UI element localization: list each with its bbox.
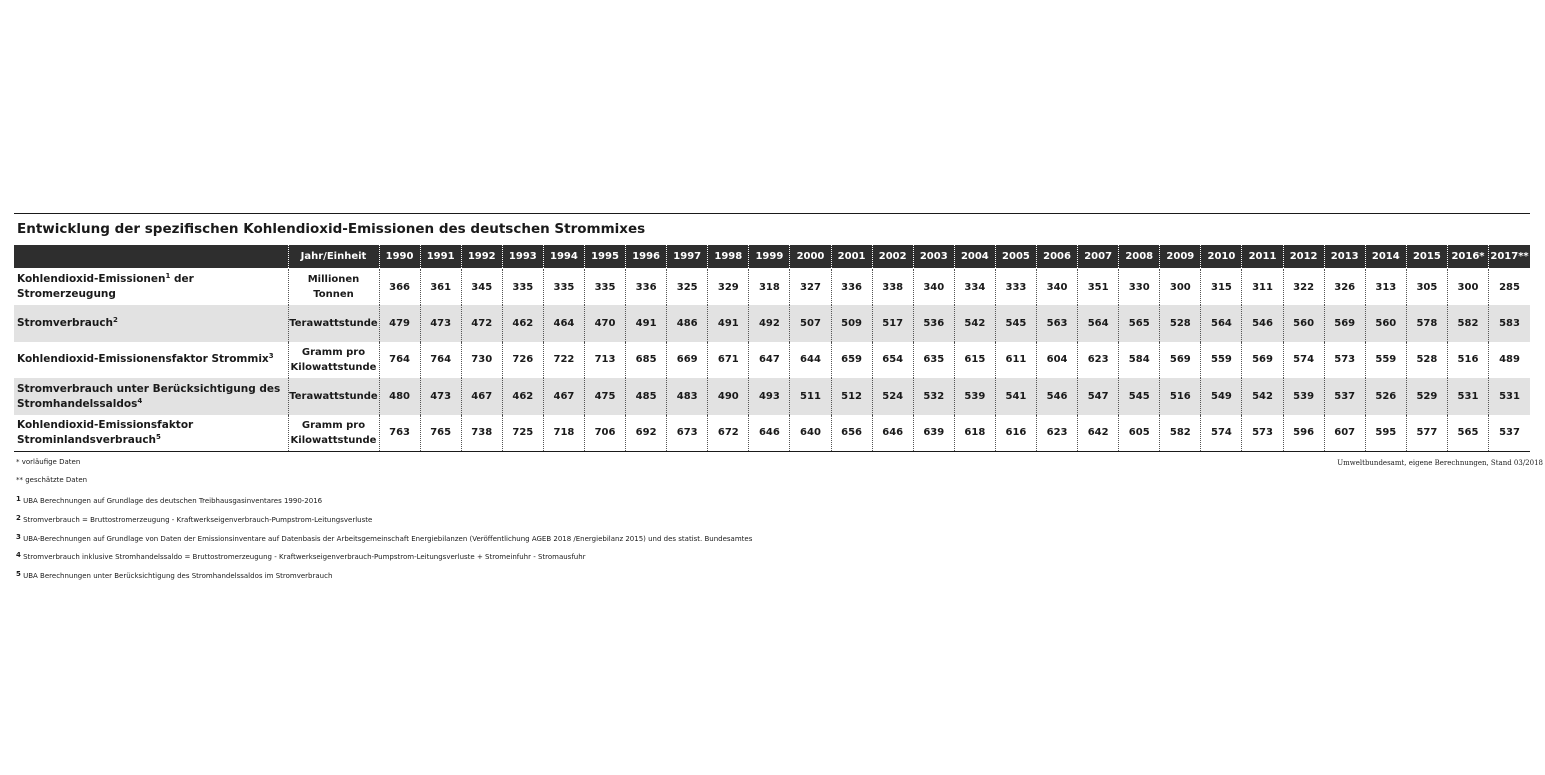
value-cell: 483 bbox=[667, 378, 708, 415]
header-year-cell: 2007 bbox=[1078, 245, 1119, 269]
header-year-cell: 2016* bbox=[1447, 245, 1488, 269]
table-row bbox=[14, 305, 1530, 342]
value-cell: 529 bbox=[1406, 378, 1447, 415]
footnote bbox=[16, 458, 80, 466]
header-year-cell: 1996 bbox=[626, 245, 667, 269]
table-row bbox=[14, 378, 1530, 415]
value-cell: 718 bbox=[543, 415, 584, 452]
value-cell: 464 bbox=[543, 305, 584, 342]
value-cell: 669 bbox=[667, 342, 708, 379]
row-label: Stromverbrauch$^2$ bbox=[14, 305, 288, 342]
header-year-cell: 2006 bbox=[1037, 245, 1078, 269]
value-cell: 491 bbox=[626, 305, 667, 342]
value-cell: 329 bbox=[708, 269, 749, 306]
value-cell: 618 bbox=[954, 415, 995, 452]
value-cell: 541 bbox=[995, 378, 1036, 415]
value-cell: 559 bbox=[1201, 342, 1242, 379]
header-year-cell: 2014 bbox=[1365, 245, 1406, 269]
value-cell: 512 bbox=[831, 378, 872, 415]
footnote-number: 3 bbox=[16, 533, 21, 541]
header-year-cell: 1995 bbox=[584, 245, 625, 269]
value-cell: 485 bbox=[626, 378, 667, 415]
value-cell: 351 bbox=[1078, 269, 1119, 306]
table-container bbox=[14, 213, 1530, 452]
value-cell: 545 bbox=[1119, 378, 1160, 415]
value-cell: 573 bbox=[1242, 415, 1283, 452]
value-cell: 738 bbox=[461, 415, 502, 452]
value-cell: 656 bbox=[831, 415, 872, 452]
value-cell: 640 bbox=[790, 415, 831, 452]
footnote-ref: 1 bbox=[165, 272, 171, 281]
value-cell: 623 bbox=[1037, 415, 1078, 452]
value-cell: 569 bbox=[1160, 342, 1201, 379]
value-cell: 559 bbox=[1365, 342, 1406, 379]
value-cell: 492 bbox=[749, 305, 790, 342]
value-cell: 560 bbox=[1283, 305, 1324, 342]
table-row bbox=[14, 269, 1530, 306]
header-year-cell: 1994 bbox=[543, 245, 584, 269]
header-year-cell: 1999 bbox=[749, 245, 790, 269]
value-cell: 611 bbox=[995, 342, 1036, 379]
value-cell: 336 bbox=[626, 269, 667, 306]
header-year-cell: 2012 bbox=[1283, 245, 1324, 269]
value-cell: 531 bbox=[1489, 378, 1530, 415]
footnote bbox=[16, 514, 372, 524]
value-cell: 315 bbox=[1201, 269, 1242, 306]
footnote bbox=[16, 533, 752, 543]
value-cell: 528 bbox=[1160, 305, 1201, 342]
value-cell: 583 bbox=[1489, 305, 1530, 342]
value-cell: 326 bbox=[1324, 269, 1365, 306]
value-cell: 607 bbox=[1324, 415, 1365, 452]
value-cell: 334 bbox=[954, 269, 995, 306]
header-year-cell: 1997 bbox=[667, 245, 708, 269]
footnote bbox=[16, 476, 87, 484]
value-cell: 285 bbox=[1499, 281, 1520, 293]
value-cell: 564 bbox=[1201, 305, 1242, 342]
footnote bbox=[16, 551, 586, 561]
value-cell: 560 bbox=[1365, 305, 1406, 342]
value-cell: 493 bbox=[749, 378, 790, 415]
value-cell: 340 bbox=[913, 269, 954, 306]
value-cell: 646 bbox=[749, 415, 790, 452]
footnote-number: 5 bbox=[16, 570, 21, 578]
value-cell: 596 bbox=[1283, 415, 1324, 452]
title-bar bbox=[14, 213, 1530, 245]
value-cell: 532 bbox=[913, 378, 954, 415]
value-cell: 489 bbox=[1499, 354, 1520, 366]
value-cell: 642 bbox=[1078, 415, 1119, 452]
header-year-cell: 2015 bbox=[1406, 245, 1447, 269]
value-cell: 509 bbox=[831, 305, 872, 342]
value-cell: 671 bbox=[708, 342, 749, 379]
value-cell: 673 bbox=[667, 415, 708, 452]
value-cell: 491 bbox=[708, 305, 749, 342]
table-title: Entwicklung der spezifischen Kohlendioxid-Emissionen des deutschen Strommixes bbox=[17, 221, 646, 237]
footnote-text: ** geschätzte Daten bbox=[16, 476, 88, 484]
value-cell: 615 bbox=[954, 342, 995, 379]
header-year-cell: 1991 bbox=[420, 245, 461, 269]
value-cell: 706 bbox=[584, 415, 625, 452]
value-cell: 582 bbox=[1160, 415, 1201, 452]
header-row bbox=[14, 245, 1530, 269]
value-cell: 730 bbox=[461, 342, 502, 379]
value-cell: 546 bbox=[1037, 378, 1078, 415]
value-cell: 573 bbox=[1324, 342, 1365, 379]
header-year-cell: 2001 bbox=[831, 245, 872, 269]
header-unit-cell: Jahr/Einheit bbox=[288, 245, 379, 269]
row-unit: Gramm pro Kilowattstunde bbox=[288, 415, 379, 452]
value-cell: 764 bbox=[379, 342, 420, 379]
header-year-cell: 2017** bbox=[1489, 245, 1530, 269]
row-label: Stromverbrauch unter Berücksichtigung des Stromhandelssaldos$^4$ bbox=[14, 378, 288, 415]
value-cell: 333 bbox=[995, 269, 1036, 306]
value-cell: 338 bbox=[872, 269, 913, 306]
value-cell: 569 bbox=[1242, 342, 1283, 379]
value-cell: 318 bbox=[749, 269, 790, 306]
footnote-number: 1 bbox=[16, 495, 21, 503]
value-cell: 647 bbox=[749, 342, 790, 379]
value-cell: 300 bbox=[1447, 269, 1488, 306]
footnote-text: UBA Berechnungen auf Grundlage des deutschen Treibhausgasinventares 1990-2016 bbox=[23, 497, 323, 505]
value-cell: 604 bbox=[1037, 342, 1078, 379]
value-cell: 322 bbox=[1283, 269, 1324, 306]
value-cell: 528 bbox=[1406, 342, 1447, 379]
value-cell: 472 bbox=[461, 305, 502, 342]
footnote-text: UBA-Berechnungen auf Grundlage von Daten der Emissionsinventare auf Datenbasis der Arbeitsgemeinschaft Energiebilanzen (Veröffentlichung AGEB 2018 /Energiebilanz 2015) und des statist. Bundesamtes bbox=[23, 535, 753, 543]
value-cell: 475 bbox=[584, 378, 625, 415]
value-cell: 685 bbox=[626, 342, 667, 379]
value-cell: 526 bbox=[1365, 378, 1406, 415]
value-cell: 345 bbox=[461, 269, 502, 306]
value-cell: 639 bbox=[913, 415, 954, 452]
header-label-cell bbox=[14, 245, 288, 269]
value-cell: 616 bbox=[995, 415, 1036, 452]
value-cell: 578 bbox=[1406, 305, 1447, 342]
value-cell: 536 bbox=[913, 305, 954, 342]
header-year-cell: 2003 bbox=[913, 245, 954, 269]
value-cell: 335 bbox=[502, 269, 543, 306]
value-cell: 565 bbox=[1447, 415, 1488, 452]
value-cell: 542 bbox=[954, 305, 995, 342]
emissions-table bbox=[14, 245, 1530, 452]
value-cell: 462 bbox=[502, 305, 543, 342]
value-cell: 473 bbox=[420, 305, 461, 342]
header-year-cell: 1998 bbox=[708, 245, 749, 269]
header-year-cell: 2009 bbox=[1160, 245, 1201, 269]
value-cell: 366 bbox=[379, 269, 420, 306]
value-cell: 644 bbox=[790, 342, 831, 379]
value-cell: 605 bbox=[1119, 415, 1160, 452]
source-note: Umweltbundesamt, eigene Berechnungen, Stand 03/2018 bbox=[1337, 459, 1543, 467]
value-cell: 539 bbox=[954, 378, 995, 415]
row-unit: Gramm pro Kilowattstunde bbox=[288, 342, 379, 379]
value-cell: 692 bbox=[626, 415, 667, 452]
footnote bbox=[16, 570, 332, 580]
value-cell: 517 bbox=[872, 305, 913, 342]
value-cell: 300 bbox=[1160, 269, 1201, 306]
value-cell: 479 bbox=[379, 305, 420, 342]
table-row bbox=[14, 415, 1530, 452]
value-cell: 480 bbox=[379, 378, 420, 415]
value-cell: 574 bbox=[1283, 342, 1324, 379]
footnote-text: UBA Berechnungen unter Berücksichtigung des Stromhandelssaldos im Stromverbrauch bbox=[23, 572, 333, 580]
value-cell: 549 bbox=[1201, 378, 1242, 415]
row-label: Kohlendioxid-Emissionsfaktor Strominlandsverbrauch$^5$ bbox=[14, 415, 288, 452]
row-label: Kohlendioxid-Emissionen$^1$ der Stromerzeugung bbox=[14, 269, 288, 306]
value-cell: 654 bbox=[872, 342, 913, 379]
header-year-cell: 2005 bbox=[995, 245, 1036, 269]
header-year-cell: 2000 bbox=[790, 245, 831, 269]
value-cell: 313 bbox=[1365, 269, 1406, 306]
footnote-text: Stromverbrauch inklusive Stromhandelssaldo = Bruttostromerzeugung - Kraftwerkseigenverbrauch-Pumpstrom-Leitungsverluste + Stromeinfuhr - Stromausfuhr bbox=[23, 553, 586, 561]
value-cell: 569 bbox=[1324, 305, 1365, 342]
header-year-cell: 2004 bbox=[954, 245, 995, 269]
value-cell: 340 bbox=[1037, 269, 1078, 306]
footnote-text: * vorläufige Daten bbox=[16, 458, 81, 466]
value-cell: 722 bbox=[543, 342, 584, 379]
value-cell: 467 bbox=[543, 378, 584, 415]
value-cell: 623 bbox=[1078, 342, 1119, 379]
value-cell: 725 bbox=[502, 415, 543, 452]
table-body bbox=[14, 269, 1530, 452]
value-cell: 546 bbox=[1242, 305, 1283, 342]
value-cell: 672 bbox=[708, 415, 749, 452]
footnote-number: 2 bbox=[16, 514, 21, 522]
value-cell: 311 bbox=[1242, 269, 1283, 306]
value-cell: 516 bbox=[1160, 378, 1201, 415]
value-cell: 595 bbox=[1365, 415, 1406, 452]
footnote-ref: 2 bbox=[113, 315, 118, 324]
footnote-text: Stromverbrauch = Bruttostromerzeugung - Kraftwerkseigenverbrauch-Pumpstrom-Leitungsverluste bbox=[23, 516, 373, 524]
value-cell: 577 bbox=[1406, 415, 1447, 452]
value-cell: 765 bbox=[420, 415, 461, 452]
value-cell: 330 bbox=[1119, 269, 1160, 306]
value-cell: 582 bbox=[1447, 305, 1488, 342]
value-cell: 486 bbox=[667, 305, 708, 342]
footnote-ref: 3 bbox=[268, 352, 274, 361]
value-cell: 462 bbox=[502, 378, 543, 415]
value-cell: 327 bbox=[790, 269, 831, 306]
header-year-cell: 1992 bbox=[461, 245, 502, 269]
value-cell: 524 bbox=[872, 378, 913, 415]
value-cell: 537 bbox=[1324, 378, 1365, 415]
header-year-cell: 2008 bbox=[1119, 245, 1160, 269]
row-unit: Terawattstunde bbox=[288, 378, 379, 415]
value-cell: 659 bbox=[831, 342, 872, 379]
value-cell: 335 bbox=[584, 269, 625, 306]
footnote-ref: 5 bbox=[156, 432, 161, 441]
footnote-ref: 4 bbox=[137, 396, 143, 405]
value-cell: 361 bbox=[420, 269, 461, 306]
table-row bbox=[14, 342, 1530, 379]
value-cell: 563 bbox=[1037, 305, 1078, 342]
header-year-cell: 2010 bbox=[1201, 245, 1242, 269]
value-cell: 325 bbox=[667, 269, 708, 306]
value-cell: 539 bbox=[1283, 378, 1324, 415]
value-cell: 646 bbox=[872, 415, 913, 452]
row-unit: Millionen Tonnen bbox=[288, 269, 379, 306]
value-cell: 542 bbox=[1242, 378, 1283, 415]
value-cell: 545 bbox=[995, 305, 1036, 342]
value-cell: 473 bbox=[420, 378, 461, 415]
value-cell: 335 bbox=[543, 269, 584, 306]
value-cell: 467 bbox=[461, 378, 502, 415]
value-cell: 336 bbox=[831, 269, 872, 306]
value-cell: 507 bbox=[790, 305, 831, 342]
value-cell: 764 bbox=[420, 342, 461, 379]
table-header bbox=[14, 245, 1530, 269]
header-year-cell: 2011 bbox=[1242, 245, 1283, 269]
value-cell: 547 bbox=[1078, 378, 1119, 415]
footnote bbox=[16, 495, 322, 505]
header-year-cell: 2002 bbox=[872, 245, 913, 269]
row-label: Kohlendioxid-Emissionensfaktor Strommix$^3$ bbox=[14, 342, 288, 379]
value-cell: 516 bbox=[1447, 342, 1488, 379]
value-cell: 635 bbox=[913, 342, 954, 379]
header-year-cell: 1993 bbox=[502, 245, 543, 269]
value-cell: 511 bbox=[790, 378, 831, 415]
value-cell: 763 bbox=[379, 415, 420, 452]
value-cell: 713 bbox=[584, 342, 625, 379]
value-cell: 565 bbox=[1119, 305, 1160, 342]
header-year-cell: 1990 bbox=[379, 245, 420, 269]
value-cell: 305 bbox=[1406, 269, 1447, 306]
header-year-cell: 2013 bbox=[1324, 245, 1365, 269]
value-cell: 564 bbox=[1078, 305, 1119, 342]
value-cell: 574 bbox=[1201, 415, 1242, 452]
value-cell: 537 bbox=[1499, 427, 1520, 439]
value-cell: 470 bbox=[584, 305, 625, 342]
value-cell: 726 bbox=[502, 342, 543, 379]
value-cell: 584 bbox=[1119, 342, 1160, 379]
value-cell: 531 bbox=[1447, 378, 1488, 415]
value-cell: 490 bbox=[708, 378, 749, 415]
row-unit: Terawattstunde bbox=[288, 305, 379, 342]
footnote-number: 4 bbox=[16, 551, 21, 559]
